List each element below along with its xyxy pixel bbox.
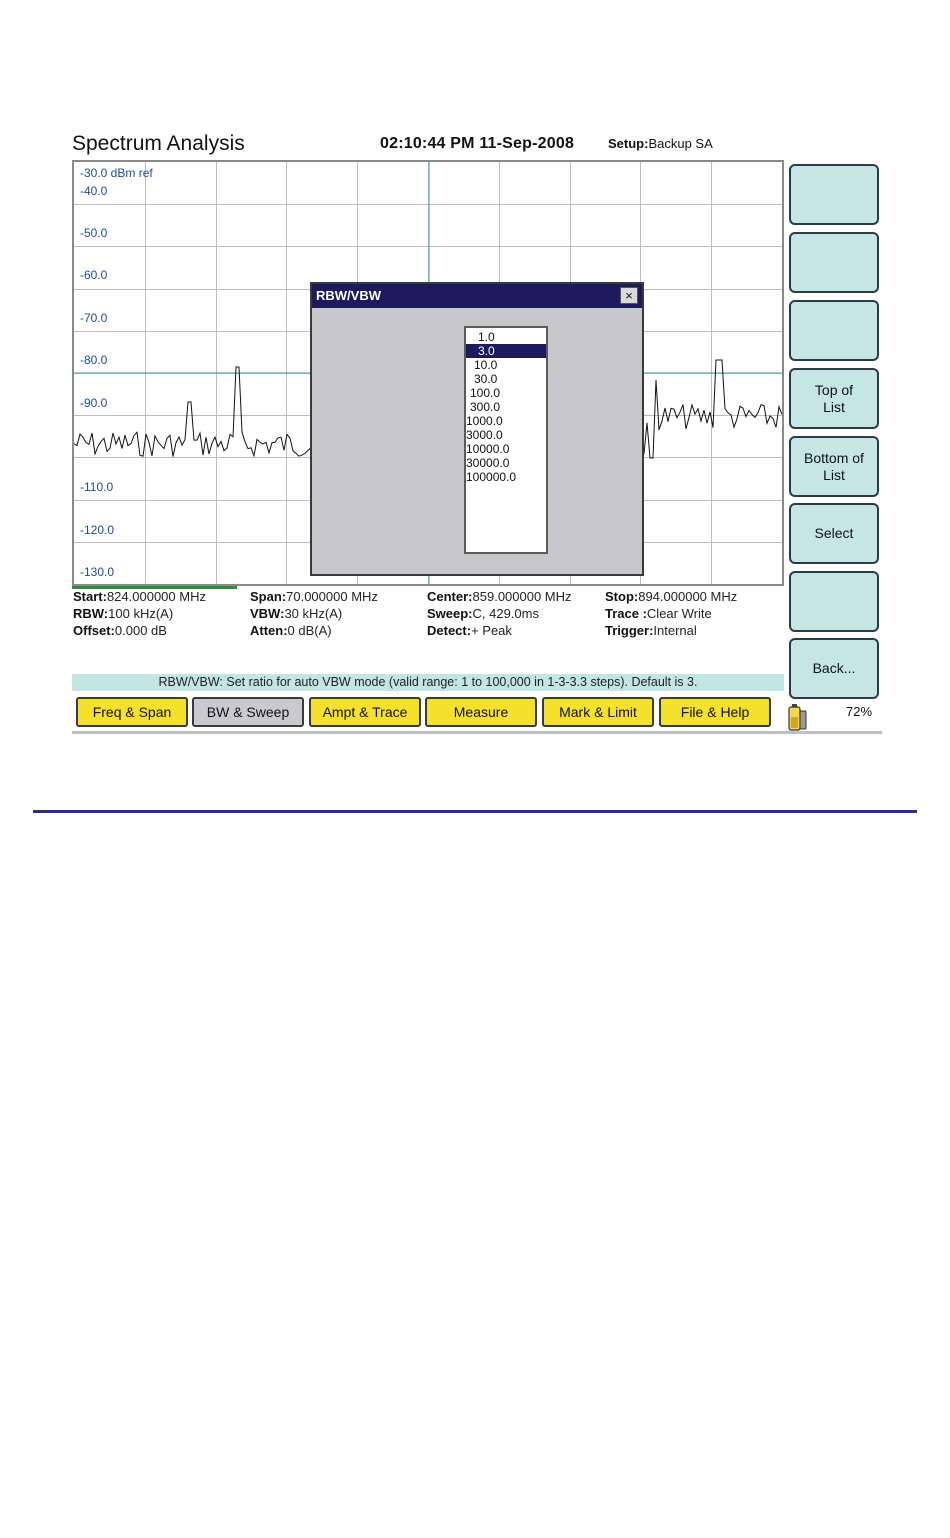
sweep-setting [427, 606, 539, 621]
setup-indicator [608, 136, 713, 151]
tab-file-help[interactable]: File & Help [659, 697, 771, 727]
rbw-setting [73, 606, 173, 621]
center-frequency [427, 589, 572, 604]
vbw-setting [250, 606, 342, 621]
softkey-1[interactable] [789, 164, 879, 225]
stop-frequency [605, 589, 737, 604]
y-tick-label: -80.0 [80, 353, 108, 367]
list-item[interactable]: 300.0 [470, 400, 501, 414]
bottom-divider [72, 731, 882, 734]
trace-setting [605, 606, 712, 621]
app-title: Spectrum Analysis [72, 132, 245, 155]
y-tick-label: -40.0 [80, 184, 108, 198]
bottom-of-list-button[interactable]: Bottom of List [789, 436, 879, 497]
sweep-value: C, 429.0ms [472, 606, 539, 621]
close-icon[interactable]: × [620, 287, 638, 304]
list-item[interactable]: 1000.0 [466, 414, 503, 428]
tab-measure[interactable]: Measure [425, 697, 537, 727]
list-item[interactable]: 3000.0 [466, 428, 503, 442]
battery-icon [788, 703, 808, 731]
trigger-label: Trigger: [605, 623, 654, 638]
y-tick-label: -130.0 [80, 565, 115, 579]
dialog-title: RBW/VBW [316, 288, 381, 303]
tab-freq-span[interactable]: Freq & Span [76, 697, 188, 727]
y-tick-label: -50.0 [80, 226, 108, 240]
y-tick-label: -70.0 [80, 311, 108, 325]
start-label: Start: [73, 589, 107, 604]
y-tick-label: -60.0 [80, 268, 108, 282]
rbw-label: RBW: [73, 606, 109, 621]
y-tick-label: -110.0 [80, 480, 114, 494]
rbw-value: 100 kHz(A) [108, 606, 174, 621]
stop-value: 894.000000 MHz [638, 589, 738, 604]
trace-value: Clear Write [646, 606, 712, 621]
list-item[interactable]: 100.0 [470, 386, 501, 400]
clock-display: 02:10:44 PM 11-Sep-2008 [380, 135, 575, 152]
span-label: Span: [250, 589, 287, 604]
tab-bw-sweep[interactable]: BW & Sweep [192, 697, 304, 727]
offset-setting [73, 623, 167, 638]
trace-label: Trace : [605, 606, 647, 621]
stop-label: Stop: [605, 589, 639, 604]
tab-mark-limit[interactable]: Mark & Limit [542, 697, 654, 727]
setup-value: Backup SA [648, 136, 713, 151]
span-value: 70.000000 MHz [286, 589, 378, 604]
detect-value: + Peak [471, 623, 512, 638]
atten-label: Atten: [250, 623, 288, 638]
atten-value: 0 dB(A) [287, 623, 332, 638]
softkey-3[interactable] [789, 300, 879, 361]
start-value: 824.000000 MHz [106, 589, 206, 604]
center-label: Center: [427, 589, 473, 604]
y-tick-label: -120.0 [80, 523, 115, 537]
softkey-2[interactable] [789, 232, 879, 293]
select-button[interactable]: Select [789, 503, 879, 564]
dialog-titlebar[interactable] [312, 284, 642, 308]
list-item[interactable]: 100000.0 [466, 470, 517, 484]
list-item[interactable]: 1.0 [478, 330, 495, 344]
trigger-value: Internal [653, 623, 697, 638]
list-item[interactable]: 30000.0 [466, 456, 510, 470]
battery-percent: 72% [846, 704, 873, 719]
rbw-vbw-dialog [310, 282, 644, 576]
page-divider [33, 810, 917, 813]
span-frequency [250, 589, 378, 604]
offset-value: 0.000 dB [114, 623, 167, 638]
start-frequency [73, 589, 206, 604]
ratio-listbox[interactable] [464, 326, 548, 554]
sweep-label: Sweep: [427, 606, 473, 621]
softkey-7[interactable] [789, 571, 879, 632]
list-item[interactable]: 10000.0 [466, 442, 510, 456]
y-tick-label: -90.0 [80, 396, 108, 410]
vbw-label: VBW: [250, 606, 285, 621]
vbw-value: 30 kHz(A) [284, 606, 343, 621]
offset-label: Offset: [73, 623, 115, 638]
detect-setting [427, 623, 512, 638]
list-item-selected[interactable]: 3.0 [466, 344, 546, 358]
tab-ampt-trace[interactable]: Ampt & Trace [309, 697, 421, 727]
status-bar: RBW/VBW: Set ratio for auto VBW mode (valid range: 1 to 100,000 in 1-3-3.3 steps). Default is 3. [72, 674, 784, 691]
center-value: 859.000000 MHz [472, 589, 572, 604]
trigger-setting [605, 623, 697, 638]
back-button[interactable]: Back... [789, 638, 879, 699]
setup-label: Setup: [608, 136, 649, 151]
reference-level-label: -30.0 dBm ref [80, 166, 153, 180]
list-item[interactable]: 30.0 [474, 372, 498, 386]
top-of-list-button[interactable]: Top of List [789, 368, 879, 429]
atten-setting [250, 623, 332, 638]
detect-label: Detect: [427, 623, 472, 638]
list-item[interactable]: 10.0 [474, 358, 498, 372]
